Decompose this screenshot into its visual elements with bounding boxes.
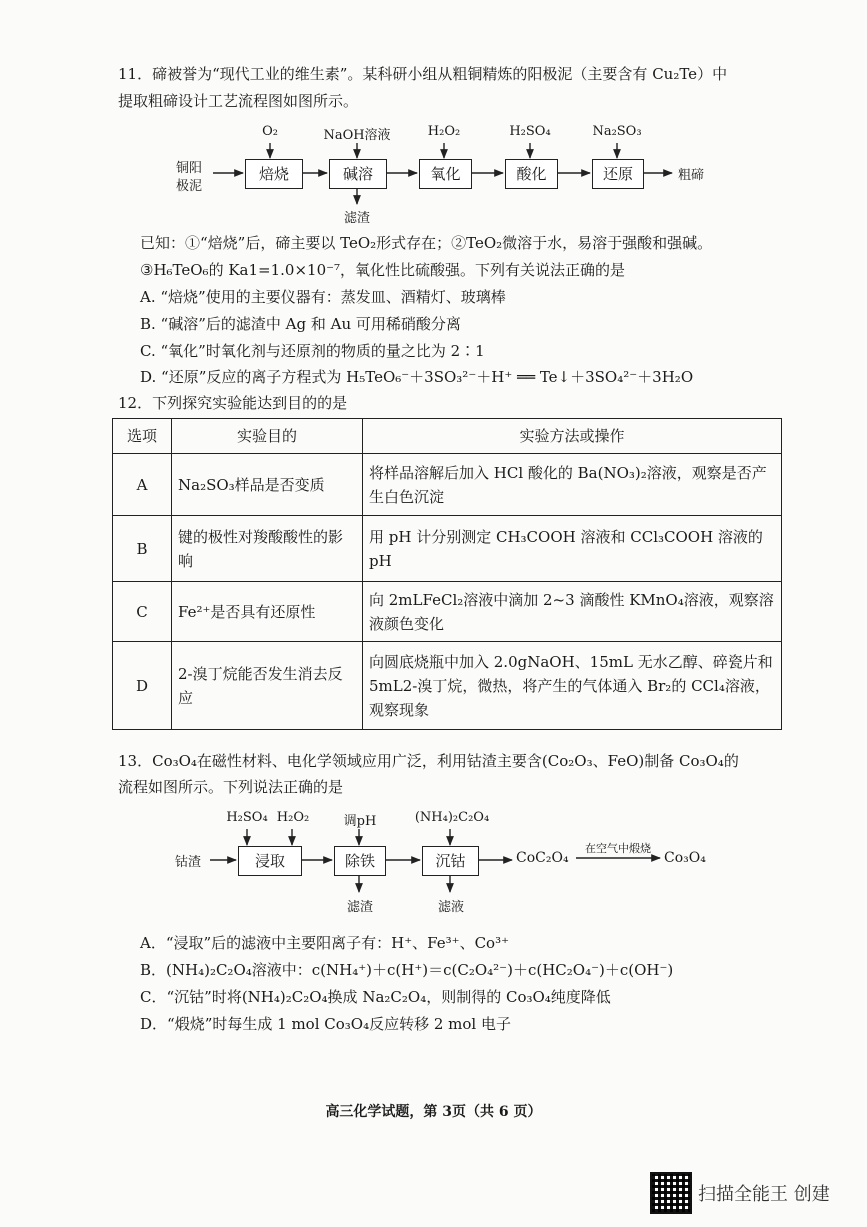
q13-stem-line2: 流程如图所示。下列说法正确的是: [118, 778, 344, 796]
q13-calcine-condition: 在空气中煅烧: [585, 842, 651, 855]
q13-input-oxalate: (NH₄)₂C₂O₄: [414, 810, 490, 825]
q11-start-label-2: 极泥: [176, 179, 203, 194]
q13-option-c: C．“沉钴”时将(NH₄)₂C₂O₄换成 Na₂C₂O₄，则制得的 Co₃O₄纯度降低: [140, 988, 611, 1006]
q13-input-h2o2: H₂O₂: [276, 810, 310, 825]
q13-option-b: B．(NH₄)₂C₂O₄溶液中：c(NH₄⁺)＋c(H⁺)＝c(C₂O₄²⁻)＋c(HC₂O₄⁻)＋c(OH⁻): [140, 961, 674, 979]
row-goal: Fe²⁺是否具有还原性: [172, 582, 363, 642]
q13-step-remove-iron: 除铁: [334, 846, 386, 876]
q11-start-label-1: 铜阳: [176, 161, 203, 176]
q11-option-b: B. “碱溶”后的滤渣中 Ag 和 Au 可用稀硝酸分离: [140, 315, 461, 333]
q13-input-h2so4: H₂SO₄: [226, 810, 268, 825]
q11-step-oxidize: 氧化: [419, 159, 472, 189]
q11-stem-line2: 提取粗碲设计工艺流程图如图所示。: [118, 92, 359, 110]
q11-input-naoh: NaOH溶液: [323, 128, 391, 143]
scanner-watermark: 扫描全能王 创建: [698, 1184, 830, 1205]
q13-stem-line1: 13．Co₃O₄在磁性材料、电化学领域应用广泛，利用钴渣主要含(Co₂O₃、FeO)制备 Co₃O₄的: [118, 752, 739, 770]
q11-known-2: ③H₆TeO₆的 Ka1=1.0×10⁻⁷，氧化性比硫酸强。下列有关说法正确的是: [140, 261, 626, 279]
row-goal: 键的极性对羧酸酸性的影响: [172, 516, 363, 582]
page-footer: 高三化学试题，第 3页（共 6 页）: [325, 1104, 542, 1120]
row-method: 将样品溶解后加入 HCl 酸化的 Ba(NO₃)₂溶液，观察是否产生白色沉淀: [363, 454, 782, 516]
q13-step-precipitate: 沉钴: [422, 846, 479, 876]
q13-product: Co₃O₄: [664, 850, 706, 866]
q11-input-o2: O₂: [262, 124, 278, 139]
q11-stem-line1: 11．碲被誉为“现代工业的维生素”。某科研小组从粗铜精炼的阳极泥（主要含有 Cu₂Te）中: [118, 65, 728, 83]
qr-code-icon: [650, 1172, 692, 1214]
q11-step-reduce: 还原: [592, 159, 644, 189]
q13-option-d: D．“煅烧”时每生成 1 mol Co₃O₄反应转移 2 mol 电子: [140, 1015, 511, 1033]
q12-stem: 12．下列探究实验能达到目的的是: [118, 394, 348, 412]
q11-option-c: C. “氧化”时氧化剂与还原剂的物质的量之比为 2∶1: [140, 342, 485, 360]
row-goal: Na₂SO₃样品是否变质: [172, 454, 363, 516]
header-option: 选项: [113, 419, 172, 454]
q11-product: 粗碲: [678, 168, 705, 183]
q11-step-roast: 焙烧: [245, 159, 303, 189]
q13-input-ph: 调pH: [343, 814, 377, 829]
q11-option-d: D. “还原”反应的离子方程式为 H₅TeO₆⁻＋3SO₃²⁻＋H⁺ ══ Te↓＋3SO₄²⁻＋3H₂O: [140, 368, 694, 386]
row-goal: 2-溴丁烷能否发生消去反应: [172, 642, 363, 730]
q13-output-filtrate: 滤液: [437, 900, 464, 915]
q13-option-a: A．“浸取”后的滤液中主要阳离子有：H⁺、Fe³⁺、Co³⁺: [140, 934, 510, 952]
q13-output-residue: 滤渣: [346, 900, 373, 915]
q13-intermediate: CoC₂O₄: [516, 850, 569, 866]
row-option: B: [113, 516, 172, 582]
q11-input-na2so3: Na₂SO₃: [592, 124, 642, 139]
row-method: 向 2mLFeCl₂溶液中滴加 2~3 滴酸性 KMnO₄溶液，观察溶液颜色变化: [363, 582, 782, 642]
q11-input-h2so4: H₂SO₄: [509, 124, 551, 139]
q11-step-alkali: 碱溶: [329, 159, 387, 189]
q11-step-acidify: 酸化: [505, 159, 558, 189]
q11-option-a: A. “焙烧”使用的主要仪器有：蒸发皿、酒精灯、玻璃棒: [140, 288, 506, 306]
header-goal: 实验目的: [172, 419, 363, 454]
q11-input-h2o2: H₂O₂: [427, 124, 461, 139]
row-option: D: [113, 642, 172, 730]
q13-start: 钴渣: [175, 855, 202, 870]
q11-residue: 滤渣: [343, 211, 370, 226]
q13-step-leach: 浸取: [238, 846, 302, 876]
row-option: C: [113, 582, 172, 642]
header-method: 实验方法或操作: [363, 419, 782, 454]
q11-known-1: 已知：①“焙烧”后，碲主要以 TeO₂形式存在；②TeO₂微溶于水，易溶于强酸和强碱。: [140, 234, 713, 252]
row-method: 向圆底烧瓶中加入 2.0gNaOH、15mL 无水乙醇、碎瓷片和 5mL2-溴丁烷，微热，将产生的气体通入 Br₂的 CCl₄溶液，观察现象: [363, 642, 782, 730]
row-option: A: [113, 454, 172, 516]
row-method: 用 pH 计分别测定 CH₃COOH 溶液和 CCl₃COOH 溶液的 pH: [363, 516, 782, 582]
